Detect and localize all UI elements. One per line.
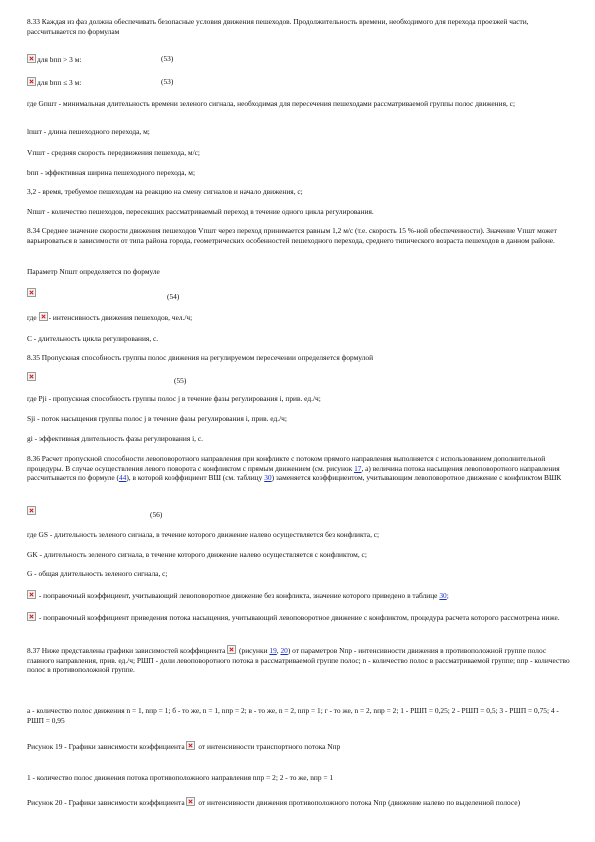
formula-condition: для bпп > 3 м: xyxy=(37,55,82,64)
broken-image-icon xyxy=(186,741,195,750)
definition-gi: gi - эффективная длительность фазы регулирования i, с. xyxy=(27,434,203,443)
definition-gs: где GS - длительность зеленого сигнала, в течение которого движение налево осуществляется без конфликта, с; xyxy=(27,530,380,539)
equation-number: (55) xyxy=(174,376,187,385)
figure-20-link[interactable]: 20 xyxy=(280,646,288,655)
figure-19-caption xyxy=(27,741,572,752)
paragraph-8-37 xyxy=(27,645,572,675)
equation-number: (53) xyxy=(161,54,174,63)
text-span: 8.37 Ниже представлены графики зависимостей коэффициента xyxy=(27,646,228,655)
broken-image-icon xyxy=(27,590,36,599)
text-span: - поправочный коэффициент приведения потока насыщения, учитывающий левоповоротное движение с конфликтом, процедура расчета которого рассмотрена ниже. xyxy=(38,613,560,622)
figure-20-caption xyxy=(27,797,572,808)
broken-image-icon xyxy=(27,506,36,515)
broken-image-icon xyxy=(39,312,48,321)
text-span: Рисунок 19 - Графики зависимости коэффициента xyxy=(27,742,187,751)
formula-53b-line xyxy=(27,77,572,88)
text-span: ), в которой коэффициент ВШ (см. таблицу xyxy=(126,473,265,483)
broken-image-icon xyxy=(27,372,36,381)
text-span: ) от параметров Nпр - интенсивности движения в противоположной группе полос главного направления, прив. ед./ч; PШП - доли левоповоротного потока в рассматриваемой группе полос; n - количество полос в рассматриваемой группе; nпр - количество полос в противоположной группе. xyxy=(27,646,570,675)
definition-gk: GK - длительность зеленого сигнала, в течение которого движение налево осуществляется с конфликтом, с; xyxy=(27,550,367,559)
text-span: Рисунок 20 - Графики зависимости коэффициента xyxy=(27,798,187,807)
broken-image-icon xyxy=(27,612,36,621)
equation-number: (54) xyxy=(167,292,180,301)
where-word: где xyxy=(27,313,37,322)
text-span: - поправочный коэффициент, учитывающий левоповоротное движение без конфликта, значение которого приведено в таблице xyxy=(38,591,440,600)
broken-image-icon xyxy=(27,77,36,86)
broken-image-icon xyxy=(27,54,36,63)
text-span: , а) величина потока насыщения левоповоротного направления рассчитывается по формуле ( xyxy=(27,463,560,483)
paragraph-param: Параметр Nпшт определяется по формуле xyxy=(27,267,160,276)
definition-cycle: С - длительность цикла регулирования, с. xyxy=(27,334,159,343)
table-30-link[interactable]: 30 xyxy=(264,473,272,483)
equation-number: (56) xyxy=(150,510,163,519)
definition-npsht: Nпшт - количество пешеходов, пересекших рассматриваемый переход в течение одного цикла регулирования. xyxy=(27,207,374,216)
table-30-link[interactable]: 30 xyxy=(439,591,447,600)
text-span: ) заменяется коэффициентом, учитывающим левоповоротное движение с конфликтом ВШК xyxy=(271,473,562,483)
definition-gpsht: где Gпшт - минимальная длительность времени зеленого сигнала, необходимая для пересечения пешеходами рассматриваемой группы полос движения, с; xyxy=(27,99,516,108)
definition-coef-no-conflict xyxy=(27,590,572,601)
definition-bpp: bпп - эффективная ширина пешеходного перехода, м; xyxy=(27,168,196,177)
text-span: (рисунки xyxy=(237,646,270,655)
definition-pji: где Pji - пропускная способность группы полос j в течение фазы регулирования i, прив. ед./ч; xyxy=(27,394,321,403)
definition-coef-conflict xyxy=(27,612,572,623)
text-span: 8.36 Расчет пропускной способности левоповоротного направления при конфликте с потоком прямого направления выполняется с использованием дополнительной процедуры. В случае осуществления левого поворота с конфликтом с прямым движением (см. рисунок xyxy=(27,454,546,473)
broken-image-icon xyxy=(227,645,236,654)
equation-number: (53) xyxy=(161,77,174,86)
formula-54-line xyxy=(27,288,572,299)
broken-image-icon xyxy=(27,288,36,297)
figure-20-legend: 1 - количество полос движения потока противоположного направления nпр = 2; 2 - то же, nпр = 1 xyxy=(27,773,334,782)
figure-19-link[interactable]: 19 xyxy=(269,646,277,655)
definition-text: - интенсивность движения пешеходов, чел./ч; xyxy=(48,313,193,322)
paragraph-8-33: 8.33 Каждая из фаз должна обеспечивать безопасные условия движения пешеходов. Продолжительность времени, необходимого для перехода проезжей части, рассчитывается по формулам xyxy=(27,17,529,36)
formula-55-line xyxy=(27,372,572,383)
text-span: от интенсивности движения противоположного потока Nпр (движение налево по выделенной полосе) xyxy=(196,798,521,807)
definition-vpsht: Vпшт - средняя скорость передвижения пешехода, м/с; xyxy=(27,148,200,157)
figure-19-legend: а - количество полос движения n = 1, nпр = 1; б - то же, n = 1, nпр = 2; в - то же, n = 2, nпр = 1; г - то же, n = 2, nпр = 2; 1 - РШП = 0,25; 2 - РШП = 0,5; 3 - РШП = 0,75; 4 - РШП = 0,95 xyxy=(27,706,559,725)
definition-lpsht: lпшт - длина пешеходного перехода, м; xyxy=(27,127,150,136)
formula-44-link[interactable]: 44 xyxy=(118,473,127,483)
definition-intensity xyxy=(27,312,572,323)
formula-53-line xyxy=(27,54,572,65)
paragraph-8-34: 8.34 Среднее значение скорости движения пешеходов Vпшт через переход принимается равным 1,2 м/с (т.е. скорость 15 %-ной обеспеченности). Значение Vпшт может варьироваться в зависимости от типа района города, геометрических особенностей пешеходного перехода, среднего типического возраста пешеходов в данном районе. xyxy=(27,226,557,245)
paragraph-8-36 xyxy=(27,454,572,483)
definition-g: G - общая длительность зеленого сигнала, с; xyxy=(27,569,168,578)
text-span: от интенсивности транспортного потока Nпр xyxy=(196,742,341,751)
broken-image-icon xyxy=(186,797,195,806)
paragraph-8-35: 8.35 Пропускная способность группы полос движения на регулируемом пересечении определяется формулой xyxy=(27,353,374,362)
text-span: , xyxy=(276,646,281,655)
formula-condition: для bпп ≤ 3 м: xyxy=(37,78,82,87)
formula-56-line xyxy=(27,506,572,517)
definition-3-2: 3,2 - время, требуемое пешеходам на реакцию на смену сигналов и начало движения, с; xyxy=(27,187,303,196)
figure-17-link[interactable]: 17 xyxy=(354,463,362,473)
text-span: ; xyxy=(446,591,449,600)
definition-sji: Sji - поток насыщения группы полос j в течение фазы регулирования i, прив. ед./ч; xyxy=(27,414,287,423)
